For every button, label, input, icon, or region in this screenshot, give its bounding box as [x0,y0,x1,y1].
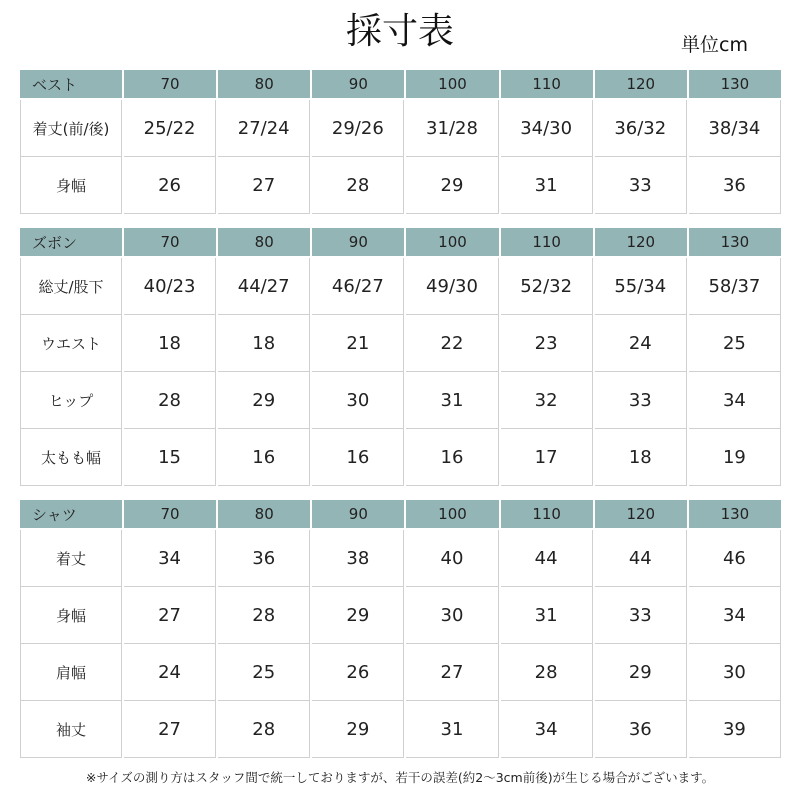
table-cell: 26 [124,157,216,214]
size-header: 110 [501,70,593,100]
table-cell: 21 [312,315,404,372]
size-header: 90 [312,228,404,258]
row-label: 身幅 [20,587,122,644]
row-label: 袖丈 [20,701,122,758]
table-cell: 33 [595,157,687,214]
row-label: 身幅 [20,157,122,214]
page-title: 採寸表 [345,11,454,52]
table-cell: 28 [501,644,593,701]
table-cell: 34 [501,701,593,758]
table-cell: 17 [501,429,593,486]
table-row [20,644,781,701]
table-cell: 30 [406,587,498,644]
table-cell: 36 [595,701,687,758]
table-cell: 24 [124,644,216,701]
table-cell: 44 [595,530,687,587]
table-cell: 33 [595,587,687,644]
table-row [20,701,781,758]
table-cell: 30 [312,372,404,429]
table-cell: 19 [689,429,781,486]
row-label: ヒップ [20,372,122,429]
table-cell: 16 [218,429,310,486]
table-cell: 31 [406,701,498,758]
table-row [20,258,781,315]
table-header-row [20,228,781,258]
table-cell: 36 [218,530,310,587]
table-cell: 30 [689,644,781,701]
table-cell: 38/34 [689,100,781,157]
row-label: 太もも幅 [20,429,122,486]
table-cell: 31 [501,157,593,214]
table-row [20,429,781,486]
table-cell: 46/27 [312,258,404,315]
table-header-row [20,70,781,100]
size-header: 80 [218,228,310,258]
size-header: 90 [312,500,404,530]
size-table-1 [18,228,783,486]
table-cell: 29 [406,157,498,214]
table-cell: 44 [501,530,593,587]
footnote: ※サイズの測り方はスタッフ間で統一しておりますが、若干の誤差(約2～3cm前後)が生じる場合がございます。 [85,770,715,785]
table-cell: 40/23 [124,258,216,315]
table-cell: 58/37 [689,258,781,315]
row-label: 着丈(前/後) [20,100,122,157]
table-cell: 36/32 [595,100,687,157]
table-row [20,315,781,372]
table-cell: 36 [689,157,781,214]
table-cell: 24 [595,315,687,372]
table-cell: 31/28 [406,100,498,157]
table-row [20,587,781,644]
table-cell: 31 [406,372,498,429]
table-cell: 16 [406,429,498,486]
table-cell: 27/24 [218,100,310,157]
table-cell: 16 [312,429,404,486]
table-cell: 49/30 [406,258,498,315]
size-header: 120 [595,228,687,258]
table-cell: 34 [124,530,216,587]
table-cell: 23 [501,315,593,372]
table-category-label: ベスト [20,70,122,100]
size-header: 110 [501,500,593,530]
table-cell: 28 [124,372,216,429]
table-row [20,157,781,214]
table-header-row [20,500,781,530]
size-header: 80 [218,70,310,100]
row-label: 総丈/股下 [20,258,122,315]
table-cell: 25 [218,644,310,701]
row-label: ウエスト [20,315,122,372]
table-cell: 34 [689,587,781,644]
size-header: 130 [689,70,781,100]
row-label: 着丈 [20,530,122,587]
size-header: 130 [689,500,781,530]
table-cell: 29 [312,701,404,758]
table-cell: 46 [689,530,781,587]
size-header: 120 [595,70,687,100]
size-header: 100 [406,228,498,258]
table-category-label: ズボン [20,228,122,258]
table-cell: 18 [124,315,216,372]
table-category-label: シャツ [20,500,122,530]
table-cell: 25/22 [124,100,216,157]
size-header: 70 [124,70,216,100]
table-row [20,530,781,587]
table-cell: 28 [218,701,310,758]
size-header: 110 [501,228,593,258]
table-cell: 38 [312,530,404,587]
size-header: 70 [124,228,216,258]
table-cell: 44/27 [218,258,310,315]
size-header: 90 [312,70,404,100]
size-header: 100 [406,500,498,530]
table-cell: 15 [124,429,216,486]
table-cell: 29 [218,372,310,429]
table-cell: 22 [406,315,498,372]
size-header: 80 [218,500,310,530]
table-cell: 34 [689,372,781,429]
table-cell: 52/32 [501,258,593,315]
row-label: 肩幅 [20,644,122,701]
table-cell: 28 [218,587,310,644]
table-cell: 40 [406,530,498,587]
table-cell: 26 [312,644,404,701]
table-cell: 27 [218,157,310,214]
unit-label: 単位cm [681,34,748,56]
table-cell: 29 [312,587,404,644]
table-cell: 27 [406,644,498,701]
size-header: 120 [595,500,687,530]
table-cell: 55/34 [595,258,687,315]
table-cell: 25 [689,315,781,372]
table-row [20,372,781,429]
table-row [20,100,781,157]
table-cell: 33 [595,372,687,429]
table-cell: 28 [312,157,404,214]
table-cell: 29/26 [312,100,404,157]
size-header: 130 [689,228,781,258]
table-cell: 18 [218,315,310,372]
table-cell: 31 [501,587,593,644]
table-cell: 27 [124,587,216,644]
size-header: 70 [124,500,216,530]
size-table-2 [18,500,783,758]
size-table-0 [18,70,783,214]
table-cell: 29 [595,644,687,701]
table-cell: 34/30 [501,100,593,157]
table-cell: 27 [124,701,216,758]
table-cell: 18 [595,429,687,486]
size-header: 100 [406,70,498,100]
table-cell: 32 [501,372,593,429]
table-cell: 39 [689,701,781,758]
